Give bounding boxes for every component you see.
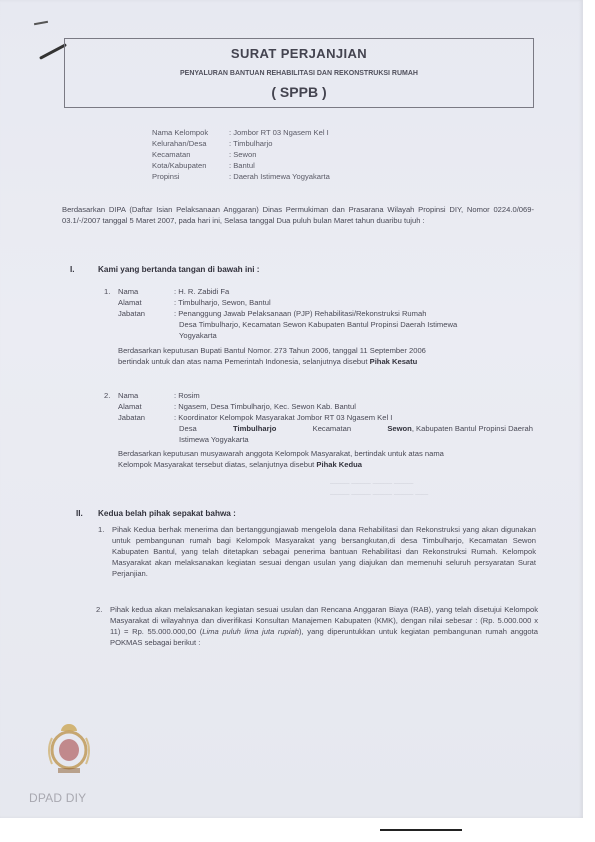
info-value: : Jombor RT 03 Ngasem Kel I [229,128,329,137]
party-1-name: : H. R. Zabidi Fa [174,287,230,296]
info-label: Propinsi [152,172,180,181]
party-1-position-line: Desa Timbulharjo, Kecamatan Sewon Kabupaten Bantul Propinsi Daerah Istimewa [179,320,458,329]
party-2-position-line: : Koordinator Kelompok Masyarakat Jombor RT 03 Ngasem Kel I [174,413,393,422]
party-1-address-label: Alamat [118,298,142,307]
party-1-position-line: : Penanggung Jawab Pelaksanaan (PJP) Rehabilitasi/Rekonstruksi Rumah [174,309,427,318]
info-label: Kota/Kabupaten [152,161,207,170]
section-1-title: Kami yang bertanda tangan di bawah ini : [98,265,260,274]
info-label: Nama Kelompok [152,128,209,137]
item-2-number: 2. [96,605,103,614]
footer-mark [380,829,462,831]
party-1-designation: Pihak Kesatu [369,357,418,366]
party-2-address-label: Alamat [118,402,142,411]
party-2-position-line: Desa Timbulharjo Kecamatan Sewon, Kabupaten Bantul Propinsi Daerah [179,424,533,433]
party-1-position-line: Yogyakarta [179,331,217,340]
party-2-address: : Ngasem, Desa Timbulharjo, Kec. Sewon Kab. Bantul [174,402,356,411]
document-subtitle: PENYALURAN BANTUAN REHABILITASI DAN REKONSTRUKSI RUMAH [179,70,418,77]
party-1-address: : Timbulharjo, Sewon, Bantul [174,298,271,307]
party-1-name-label: Nama [118,287,139,296]
party-1-basis-line: bertindak untuk dan atas nama Pemerintah Indonesia, selanjutnya disebut Pihak Kesatu [118,357,418,366]
party-1-number: 1. [104,287,111,296]
party-2-basis-line: Kelompok Masyarakat tersebut diatas, selanjutnya disebut Pihak Kedua [118,460,362,469]
document-code: ( SPPB ) [271,84,327,100]
info-value: : Daerah Istimewa Yogyakarta [229,172,330,181]
yogyakarta-coat-of-arms-icon [44,720,94,778]
section-1-number: I. [70,265,75,274]
party-2-position-label: Jabatan [118,413,146,422]
party-2-name: : Rosim [174,391,200,400]
info-label: Kecamatan [152,150,191,159]
party-2-position-line: Istimewa Yogyakarta [179,435,249,444]
bleed-through-text: ——— ——— ——— ——— —— [330,491,429,498]
party-2-name-label: Nama [118,391,139,400]
item-2-text: Pihak kedua akan melaksanakan kegiatan sesuai usulan dan Rencana Anggaran Biaya (RAB), yang telah disetujui Kelompok Masyarakat di wilayahnya dan diverifikasi Konsultan Manajemen Kabupaten (KMK), dengan nilai sebesar : (Rp. 5.000.000 x 11) = Rp. 55.000.000,00 (Lima puluh lima juta rupiah), yang diperuntukkan untuk kegiatan pembangunan rumah anggota POKMAS sebagai berikut : [110,605,538,647]
title-box [64,38,534,108]
info-value: : Bantul [229,161,255,170]
item-1-number: 1. [98,525,105,534]
document-title: SURAT PERJANJIAN [230,46,368,61]
party-2-basis-line: Berdasarkan keputusan musyawarah anggota Kelompok Masyarakat, bertindak untuk atas nama [118,449,444,458]
intro-paragraph: Berdasarkan DIPA (Daftar Isian Pelaksanaan Anggaran) Dinas Permukiman dan Prasarana Wilayah Propinsi DIY, Nomor 0224.0/069-03.1/-/2007 tanggal 5 Maret 2007, pada hari ini, Selasa tanggal Dua puluh bulan Maret tahun duaribu tujuh : [62,205,534,225]
item-1-text: Pihak Kedua berhak menerima dan bertanggungjawab mengelola dana Rehabilitasi dan Rekonstruksi yang akan digunakan untuk pembangunan rumah bagi Kelompok Masyarakat yang bersangkutan,di desa Timbulharjo, Kecamatan Sewon Kabupaten Bantul, yang telah ditetapkan sebagai penerima bantuan Rehabilitasi dan Rekonstruksi Rumah. Kelompok Masyarakat akan melaksanakan kegiatan sesuai dengan usulan yang diajukan dan memenuhi seluruh persyaratan Surat Perjanjian. [112,525,536,578]
party-2-designation: Pihak Kedua [316,460,362,469]
watermark-text: DPAD DIY [29,791,87,805]
info-value: : Sewon [229,150,257,159]
party-1-basis-line: Berdasarkan keputusan Bupati Bantul Nomor. 273 Tahun 2006, tanggal 11 September 2006 [118,346,426,355]
section-2-number: II. [76,509,83,518]
section-2-title: Kedua belah pihak sepakat bahwa : [98,509,236,518]
bleed-through-text: ——— ——— ——— ——— [330,480,414,487]
party-1-position-label: Jabatan [118,309,146,318]
info-label: Kelurahan/Desa [152,139,207,148]
info-value: : Timbulharjo [229,139,273,148]
party-2-number: 2. [104,391,111,400]
